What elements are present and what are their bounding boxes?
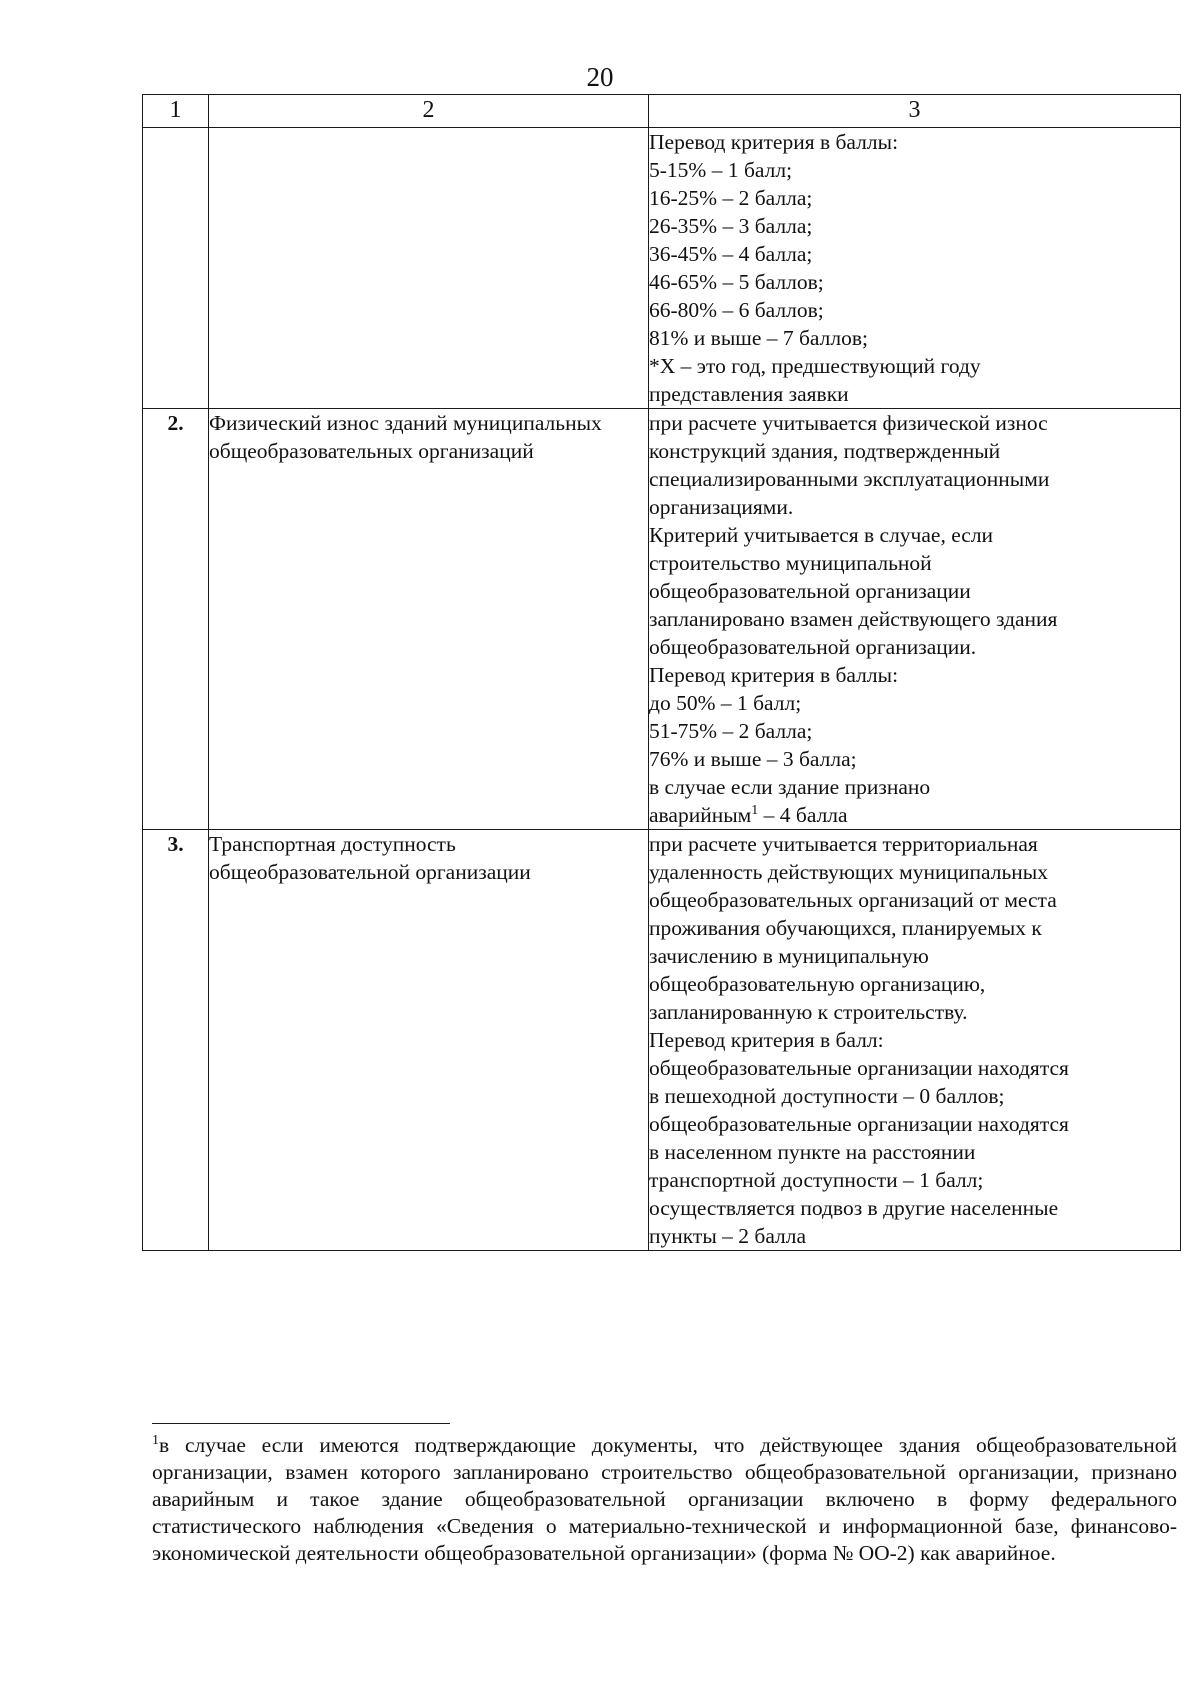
description-line: 5-15% – 1 балл;: [649, 158, 793, 182]
description-line: 51-75% – 2 балла;: [649, 719, 813, 743]
page-number: 20: [586, 62, 614, 92]
description-line: запланированную к строительству.: [649, 1000, 968, 1024]
header-col-3: 3: [649, 95, 1181, 128]
description-line: 26-35% – 3 балла;: [649, 214, 813, 238]
description-line: общеобразовательной организации: [649, 579, 971, 603]
description-line: 36-45% – 4 балла;: [649, 242, 813, 266]
description-line: запланировано взамен действующего здания: [649, 607, 1058, 631]
description-line: Перевод критерия в баллы:: [649, 663, 899, 687]
score-text: – 4 балла: [758, 803, 848, 827]
description-line: Перевод критерия в баллы:: [649, 130, 899, 154]
description-line: Критерий учитывается в случае, если: [649, 523, 994, 547]
criterion-name: Физический износ зданий муниципальных общеобразовательных организаций: [209, 409, 649, 830]
description-line: представления заявки: [649, 382, 849, 406]
footnote: [152, 1432, 1177, 1567]
criteria-table: [142, 94, 1181, 1251]
description-line: специализированными эксплуатационными: [649, 467, 1050, 491]
description-line: 16-25% – 2 балла;: [649, 186, 813, 210]
description-line: общеобразовательных организаций от места: [649, 888, 1057, 912]
description-line: зачислению в муниципальную: [649, 944, 929, 968]
description-line: строительство муниципальной: [649, 551, 932, 575]
criterion-description: [649, 409, 1181, 830]
criterion-name: [209, 128, 649, 409]
description-line: проживания обучающихся, планируемых к: [649, 916, 1042, 940]
description-line: 66-80% – 6 баллов;: [649, 298, 824, 322]
description-line: *X – это год, предшествующий году: [649, 354, 981, 378]
description-line: общеобразовательной организации.: [649, 635, 977, 659]
criterion-description: [649, 830, 1181, 1251]
description-line: в населенном пункте на расстоянии: [649, 1140, 976, 1164]
criterion-name: Транспортная доступность общеобразовательной организации: [209, 830, 649, 1251]
footnote-reference: 1: [751, 802, 759, 818]
description-line: при расчете учитывается физической износ: [649, 411, 1048, 435]
header-col-2: 2: [209, 95, 649, 128]
description-line: при расчете учитывается территориальная: [649, 832, 1038, 856]
description-line: общеобразовательные организации находятся: [649, 1056, 1069, 1080]
description-line: общеобразовательную организацию,: [649, 972, 986, 996]
description-line: 46-65% – 5 баллов;: [649, 270, 824, 294]
description-line: удаленность действующих муниципальных: [649, 860, 1048, 884]
emergency-word: аварийным: [649, 803, 752, 827]
description-line: 76% и выше – 3 балла;: [649, 747, 857, 771]
description-line: до 50% – 1 балл;: [649, 691, 802, 715]
table-row: [143, 830, 1181, 1251]
footnote-divider: [152, 1423, 450, 1424]
description-line: в пешеходной доступности – 0 баллов;: [649, 1084, 1005, 1108]
description-line: 81% и выше – 7 баллов;: [649, 326, 868, 350]
row-number: 3.: [143, 830, 209, 1251]
description-line: в случае если здание признано: [649, 775, 931, 799]
footnote-mark: 1: [152, 1432, 159, 1448]
description-line: транспортной доступности – 1 балл;: [649, 1168, 984, 1192]
table-row: [143, 409, 1181, 830]
description-line: пункты – 2 балла: [649, 1224, 807, 1248]
description-line: осуществляется подвоз в другие населенные: [649, 1196, 1059, 1220]
criterion-description: [649, 128, 1181, 409]
description-line: общеобразовательные организации находятся: [649, 1112, 1069, 1136]
description-line: Перевод критерия в балл:: [649, 1028, 884, 1052]
description-line: организациями.: [649, 495, 794, 519]
table-header-row: [143, 95, 1181, 128]
row-number: [143, 128, 209, 409]
description-line-last: [649, 801, 1180, 829]
description-line: конструкций здания, подтвержденный: [649, 439, 1001, 463]
row-number: 2.: [143, 409, 209, 830]
header-col-1: 1: [143, 95, 209, 128]
footnote-text: в случае если имеются подтверждающие документы, что действующее здания общеобразовательной организации, взамен которого запланировано строительство общеобразовательной организации, признано аварийным и такое здание общеобразовательной организации включено в форму федерального статистического наблюдения «Сведения о материально-технической и информационной базе, финансово-экономической деятельности общеобразовательной организации» (форма № ОО-2) как аварийное.: [152, 1433, 1177, 1565]
table-row: [143, 128, 1181, 409]
